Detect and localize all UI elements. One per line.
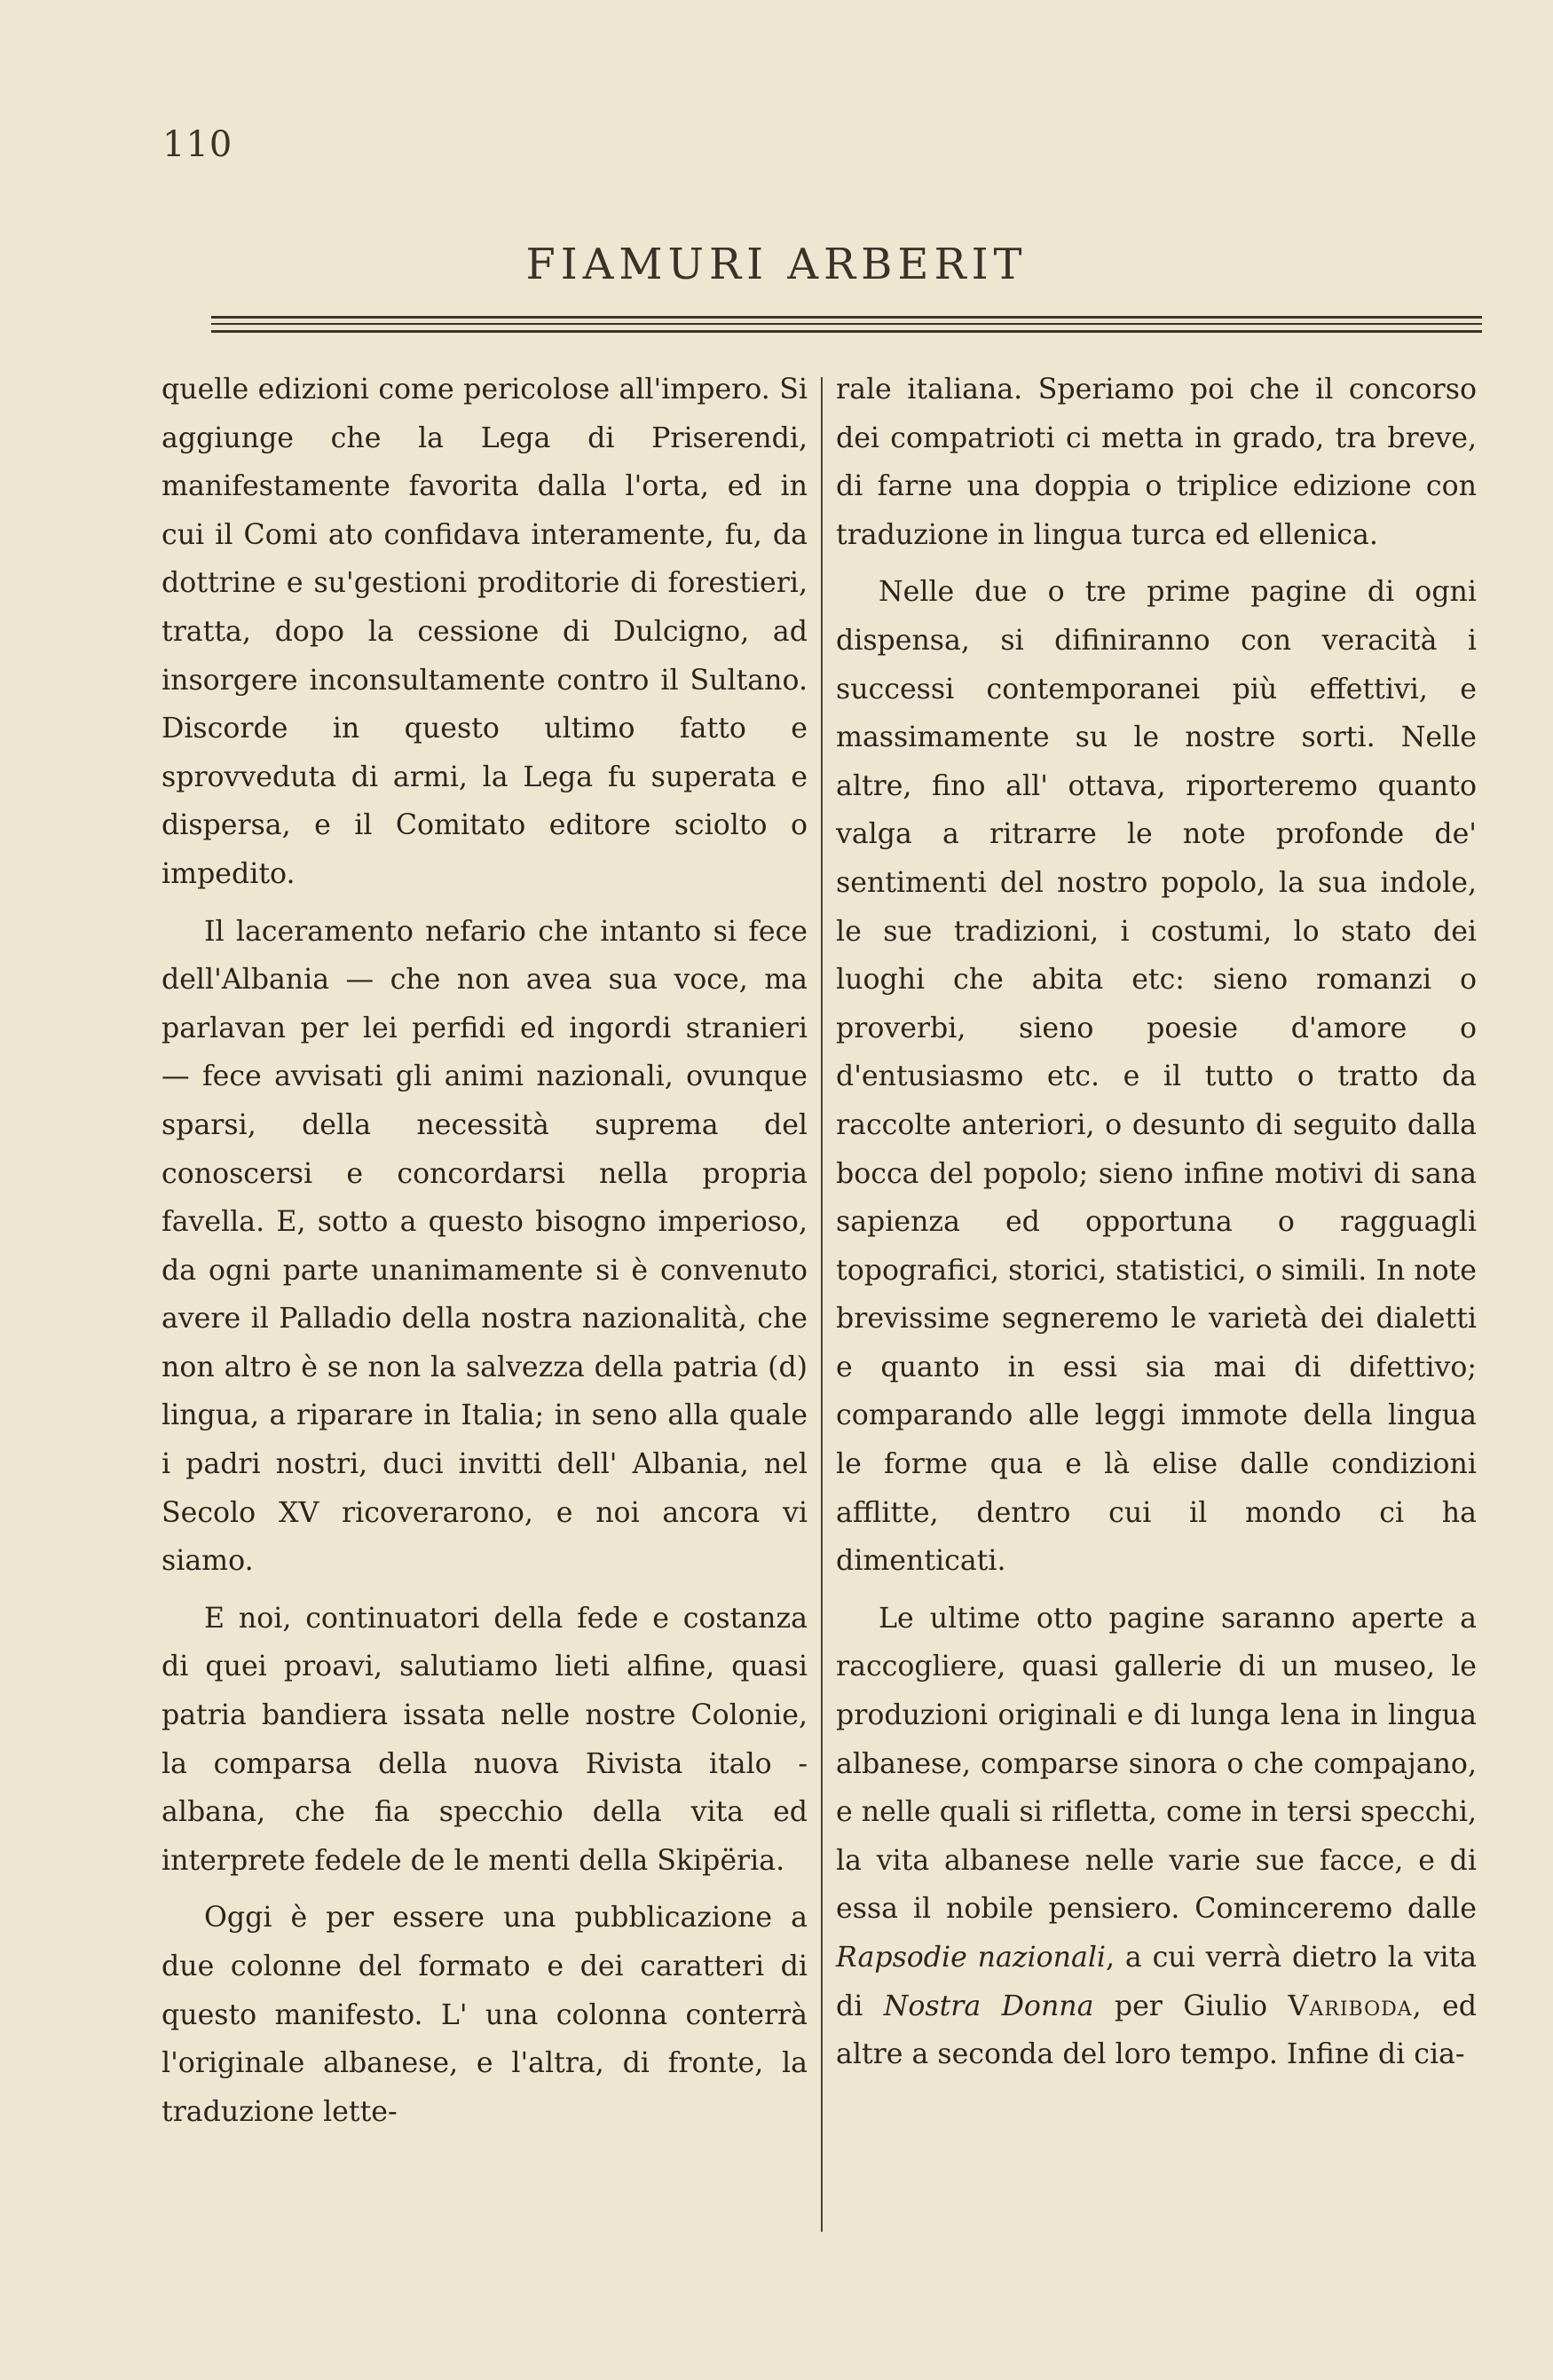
left-column bbox=[162, 366, 808, 2203]
title-rapsodie: Rapsodie nazionali bbox=[836, 1942, 1107, 1974]
title-nostra-donna: Nostra Donna bbox=[883, 1990, 1094, 2022]
right-paragraph-3-end: , ed altre a seconda del loro tempo. Infine di cia- bbox=[836, 1990, 1477, 2071]
right-column bbox=[836, 366, 1477, 2203]
right-paragraph-3-mid2: per Giulio bbox=[1093, 1990, 1289, 2022]
column-divider bbox=[821, 377, 823, 2232]
right-paragraph-3 bbox=[836, 1595, 1477, 2079]
right-paragraph-3-start: Le ultime otto pagine saranno aperte a raccogliere, quasi gallerie di un museo, le produzioni originali e di lunga lena in lingua albanese, comparse sinora o che compajano, e nelle quali si rifletta, come in tersi specchi, la vita albanese nelle varie sue facce, e di essa il nobile pensiero. Cominceremo dalle bbox=[836, 1602, 1477, 1926]
header-rule-bottom bbox=[211, 330, 1482, 333]
right-paragraph-1: rale italiana. Speriamo poi che il concorso dei compatrioti ci metta in grado, tra breve, di farne una doppia o triplice edizione con traduzione in lingua turca ed ellenica. bbox=[836, 374, 1477, 551]
left-paragraph-2: Il laceramento nefario che intanto si fece dell'Albania — che non avea sua voce, ma parlavan per lei perfidi ed ingordi stranieri — fece avvisati gli animi nazionali, ovunque sparsi, della necessità suprema del conoscersi e concordarsi nella propria favella. E, sotto a questo bisogno imperioso, da ogni parte unanimamente si è convenuto avere il Palladio della nostra nazionalità, che non altro è se non la salvezza della patria (d) lingua, a riparare in Italia; in seno alla quale i padri nostri, duci invitti dell' Albania, nel Secolo XV ricoverarono, e noi ancora vi siamo. bbox=[162, 915, 808, 1578]
right-paragraph-3-mid1: , a cui verrà dietro la vita di bbox=[836, 1942, 1477, 2022]
left-paragraph-4: Oggi è per essere una pubblicazione a due colonne del formato e dei caratteri di questo manifesto. L' una colonna conterrà l'originale albanese, e l'altra, di fronte, la traduzione lette- bbox=[162, 1902, 808, 2128]
right-paragraph-2: Nelle due o tre prime pagine di ogni dispensa, si difiniranno con veracità i successi contemporanei più effettivi, e massimamente su le nostre sorti. Nelle altre, fino all' ottava, riporteremo quanto valga a ritrarre le note profonde de' sentimenti del nostro popolo, la sua indole, le sue tradizioni, i costumi, lo stato dei luoghi che abita etc: sieno romanzi o proverbi, sieno poesie d'amore o d'entusiasmo etc. e il tutto o tratto da raccolte anteriori, o desunto di seguito dalla bocca del popolo; sieno infine motivi di sana sapienza ed opportuna o ragguagli topografici, storici, statistici, o simili. In note brevissime segneremo le varietà dei dialetti e quanto in essi sia mai di difettivo; comparando alle leggi immote della lingua le forme qua e là elise dalle condizioni afflitte, dentro cui il mondo ci ha dimenticati. bbox=[836, 576, 1477, 1578]
left-paragraph-1: quelle edizioni come pericolose all'impero. Si aggiunge che la Lega di Priserendi, manifestamente favorita dalla l'orta, ed in cui il Comi ato confidava interamente, fu, da dottrine e su'gestioni proditorie di forestieri, tratta, dopo la cessione di Dulcigno, ad insorgere inconsultamente contro il Sultano. Discorde in questo ultimo fatto e sprovveduta di armi, la Lega fu superata e dispersa, e il Comitato editore sciolto o impedito. bbox=[162, 374, 808, 890]
page-number: 110 bbox=[162, 124, 233, 165]
header-rule-middle bbox=[211, 323, 1482, 325]
running-head: FIAMURI ARBERIT bbox=[525, 240, 1028, 289]
left-paragraph-3: E noi, continuatori della fede e costanza di quei proavi, salutiamo lieti alfine, quasi patria bandiera issata nelle nostre Colonie, la comparsa della nuova Rivista italo - albana, che fia specchio della vita ed interprete fedele de le menti della Skipëria. bbox=[162, 1602, 808, 1877]
author-variboda: Variboda bbox=[1288, 1990, 1413, 2022]
header-rule-top bbox=[211, 316, 1482, 319]
